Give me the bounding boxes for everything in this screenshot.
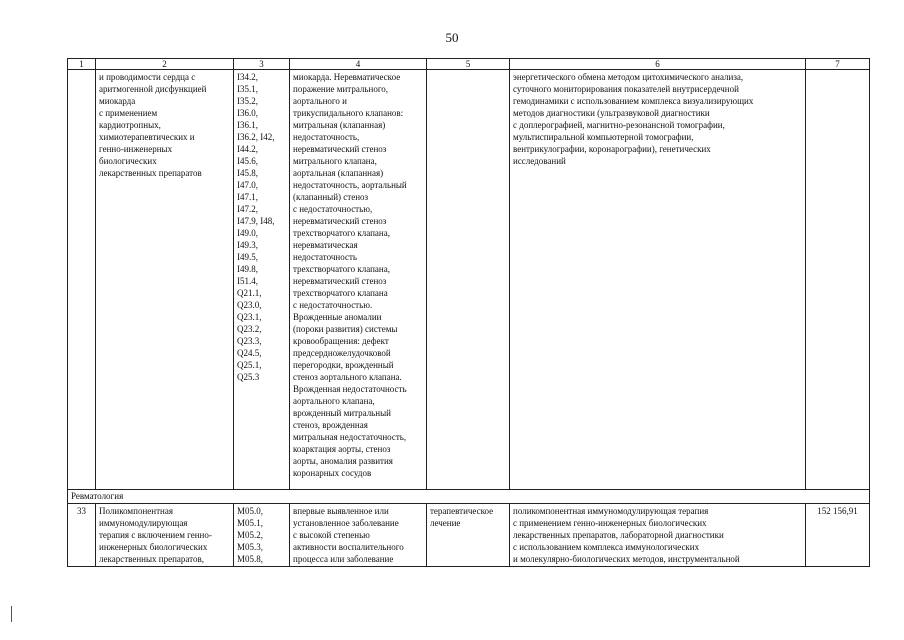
patient-model-cell <box>290 70 427 490</box>
cell-line: митральная (клапанная) <box>293 120 386 130</box>
cell-line: митрального клапана, <box>293 156 377 166</box>
cell-line: недостаточность, аортальный <box>293 180 407 190</box>
cell-line: M05.8, <box>237 554 264 564</box>
column-number: 1 <box>68 59 96 70</box>
cell-line: с доплерографией, магнитно-резонансной томографии, <box>513 120 725 130</box>
page-number: 50 <box>445 30 459 45</box>
cell-line: неревматический стеноз <box>293 276 387 286</box>
cell-line: с применением генно-инженерных биологических <box>513 518 707 528</box>
column-number: 5 <box>427 59 510 70</box>
cell-line: Q23.3, <box>237 336 262 346</box>
cell-line: Q25.1, <box>237 360 262 370</box>
icd-codes-cell <box>234 504 290 567</box>
cell-line: биологических <box>99 156 157 166</box>
cell-line: I51.4, <box>237 276 258 286</box>
cell-line: коронарных сосудов <box>293 468 372 478</box>
row-number-cell <box>68 70 96 490</box>
treatment-type-cell <box>427 70 510 490</box>
cell-line: лечение <box>430 518 461 528</box>
cell-line: I35.2, <box>237 96 258 106</box>
cell-line: предсердножелудочковой <box>293 348 391 358</box>
cell-line: I36.1, <box>237 120 258 130</box>
cell-line: лекарственных препаратов, <box>99 554 204 564</box>
cell-line: Q24.5, <box>237 348 262 358</box>
table-row <box>68 504 870 567</box>
cell-line: I36.2, I42, <box>237 132 275 142</box>
cell-line: установленное заболевание <box>293 518 399 528</box>
cell-line: митральная недостаточность, <box>293 432 407 442</box>
cell-line: лекарственных препаратов, лабораторной диагностики <box>513 530 724 540</box>
cell-line: I35.1, <box>237 84 258 94</box>
cell-line: M05.2, <box>237 530 264 540</box>
cell-line: лекарственных препаратов <box>99 168 202 178</box>
column-number: 7 <box>806 59 870 70</box>
cell-line: M05.1, <box>237 518 264 528</box>
cell-line: с недостаточностью, <box>293 204 373 214</box>
cell-line: I49.0, <box>237 228 258 238</box>
cell-line: M05.0, <box>237 506 264 516</box>
table-row <box>68 70 870 490</box>
column-number: 3 <box>234 59 290 70</box>
cell-line: стеноз, врожденная <box>293 420 368 430</box>
medical-care-table <box>67 58 870 567</box>
section-row <box>68 490 870 504</box>
cell-line: I49.3, <box>237 240 258 250</box>
cell-line: и проводимости сердца с <box>99 72 196 82</box>
cell-line: впервые выявленное или <box>293 506 389 516</box>
cell-line: перегородки, врожденный <box>293 360 394 370</box>
cell-line: инженерных биологических <box>99 542 208 552</box>
cell-line: аритмогенной дисфункцией <box>99 84 207 94</box>
cell-line: исследований <box>513 156 566 166</box>
treatment-name-cell <box>96 70 234 490</box>
cell-line: генно-инженерных <box>99 144 173 154</box>
cell-line: I47.2, <box>237 204 258 214</box>
cell-line: M05.3, <box>237 542 264 552</box>
cell-line: с применением <box>99 108 158 118</box>
treatment-name-cell <box>96 504 234 567</box>
cell-line: процесса или заболевание <box>293 554 394 564</box>
treatment-method-cell <box>510 504 806 567</box>
cell-line: терапевтическое <box>430 506 494 516</box>
cell-line: терапия с включением генно- <box>99 530 212 540</box>
cell-line: аорты, аномалия развития <box>293 456 393 466</box>
cell-line: гемодинамики с использованием комплекса визуализирующих <box>513 96 754 106</box>
row-number-cell: 33 <box>68 504 96 567</box>
cell-line: трехстворчатого клапана <box>293 288 388 298</box>
cell-line: с использованием комплекса иммунологических <box>513 542 700 552</box>
cell-line: коарктация аорты, стеноз <box>293 444 391 454</box>
cell-line: врожденный митральный <box>293 408 391 418</box>
cell-line: (клапанный) стеноз <box>293 192 369 202</box>
cell-line: Q21.1, <box>237 288 262 298</box>
cell-line: трикуспидального клапанов: <box>293 108 404 118</box>
cell-line: I47.0, <box>237 180 258 190</box>
cell-line: Поликомпонентная <box>99 506 173 516</box>
cell-line: энергетического обмена методом цитохимического анализа, <box>513 72 744 82</box>
cell-line: I47.1, <box>237 192 258 202</box>
cell-line: недостаточность, <box>293 132 360 142</box>
cell-line: Q23.0, <box>237 300 262 310</box>
cell-line: с высокой степенью <box>293 530 370 540</box>
cell-line: I47.9, I48, <box>237 216 275 226</box>
cell-line: неревматический стеноз <box>293 216 387 226</box>
cell-line: активности воспалительного <box>293 542 404 552</box>
cell-line: аортального клапана, <box>293 396 375 406</box>
cell-line: I45.6, <box>237 156 258 166</box>
cell-line: I49.5, <box>237 252 258 262</box>
cell-line: кардиотропных, <box>99 120 161 130</box>
cell-line: миокарда. Неревматическое <box>293 72 401 82</box>
treatment-type-cell <box>427 504 510 567</box>
cell-line: Врожденные аномалии <box>293 312 382 322</box>
cell-line: кровообращения: дефект <box>293 336 389 346</box>
cost-cell <box>806 70 870 490</box>
cell-line: миокарда <box>99 96 136 106</box>
column-number: 4 <box>290 59 427 70</box>
cell-line: (пороки развития) системы <box>293 324 398 334</box>
cell-line: недостаточность <box>293 252 357 262</box>
column-number-row <box>68 59 870 70</box>
cell-line: I36.0, <box>237 108 258 118</box>
treatment-method-cell <box>510 70 806 490</box>
cell-line: методов диагностики (ультразвуковой диагностики <box>513 108 710 118</box>
cell-line: Q25.3 <box>237 372 260 382</box>
section-title: Ревматология <box>68 490 870 504</box>
cell-line: I44.2, <box>237 144 258 154</box>
cell-line: стеноз аортального клапана. <box>293 372 402 382</box>
cell-line: Врожденная недостаточность <box>293 384 407 394</box>
column-number: 6 <box>510 59 806 70</box>
cell-line: иммуномодулирующая <box>99 518 188 528</box>
cell-line: неревматическая <box>293 240 358 250</box>
patient-model-cell <box>290 504 427 567</box>
cell-line: с недостаточностью. <box>293 300 373 310</box>
cell-line: химиотерапевтических и <box>99 132 195 142</box>
cell-line: I45.8, <box>237 168 258 178</box>
cell-line: трехстворчатого клапана, <box>293 264 390 274</box>
cell-line: аортальная (клапанная) <box>293 168 384 178</box>
column-number: 2 <box>96 59 234 70</box>
cell-line: Q23.2, <box>237 324 262 334</box>
cell-line: поликомпонентная иммуномодулирующая терапия <box>513 506 709 516</box>
icd-codes-cell <box>234 70 290 490</box>
cost-cell: 152 156,91 <box>806 504 870 567</box>
cell-line: суточного мониторирования показателей внутрисердечной <box>513 84 739 94</box>
cell-line: неревматический стеноз <box>293 144 387 154</box>
scan-edge-mark <box>11 606 12 622</box>
cell-line: вентрикулографии, коронарографии), генетических <box>513 144 711 154</box>
cell-line: I49.8, <box>237 264 258 274</box>
cell-line: трехстворчатого клапана, <box>293 228 390 238</box>
cell-line: мультиспиральной компьютерной томографии, <box>513 132 694 142</box>
cell-line: аортального и <box>293 96 347 106</box>
cell-line: Q23.1, <box>237 312 262 322</box>
cell-line: и молекулярно-биологических методов, инструментальной <box>513 554 740 564</box>
cell-line: I34.2, <box>237 72 258 82</box>
cell-line: поражение митрального, <box>293 84 389 94</box>
